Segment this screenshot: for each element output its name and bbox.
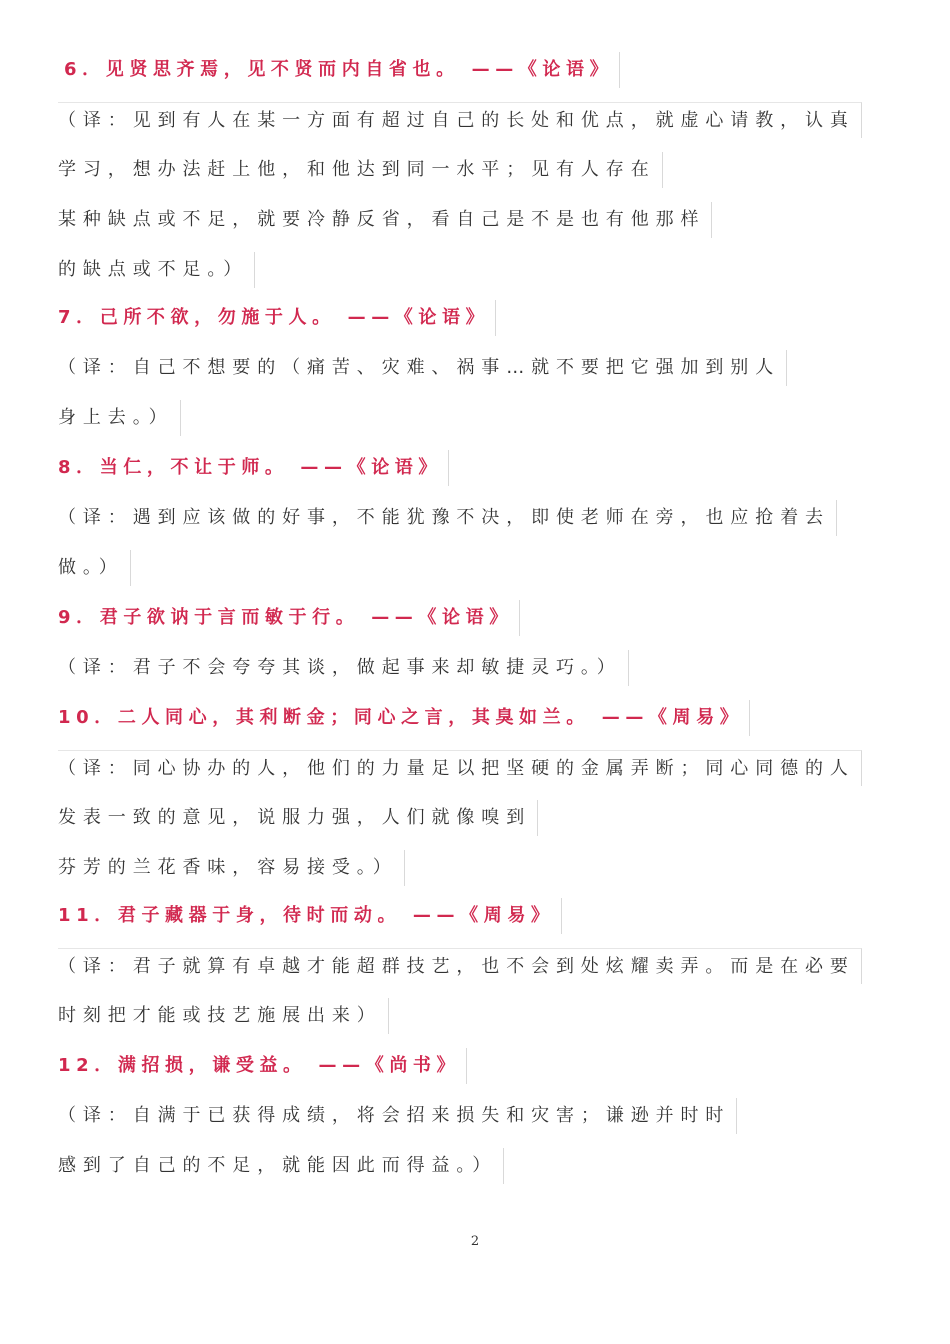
translation-line: 某种缺点或不足，就要冷静反省，看自己是不是也有他那样 — [58, 202, 712, 238]
translation-line: 时刻把才能或技艺施展出来） — [58, 998, 389, 1034]
entry-heading: 11．君子藏器于身，待时而动。 ——《周易》 — [58, 898, 562, 934]
entry-heading: 12．满招损，谦受益。 ——《尚书》 — [58, 1048, 467, 1084]
translation-line: （译：遇到应该做的好事，不能犹豫不决，即使老师在旁，也应抢着去 — [58, 500, 837, 536]
translation-line: 芬芳的兰花香味，容易接受。） — [58, 850, 405, 886]
translation-line: （译：自满于已获得成绩，将会招来损失和灾害；谦逊并时时 — [58, 1098, 737, 1134]
entry-heading: 10．二人同心，其利断金；同心之言，其臭如兰。 ——《周易》 — [58, 700, 750, 736]
entry-heading: 7．己所不欲，勿施于人。 ——《论语》 — [58, 300, 496, 336]
translation-line: 做。） — [58, 550, 131, 586]
translation-line: 的缺点或不足。） — [58, 252, 255, 288]
translation-line: （译：同心协办的人，他们的力量足以把坚硬的金属弄断；同心同德的人 — [58, 750, 862, 786]
translation-line: 学习，想办法赶上他，和他达到同一水平；见有人存在 — [58, 152, 663, 188]
page-number: 2 — [470, 1234, 480, 1249]
entry-heading: 8．当仁，不让于师。 ——《论语》 — [58, 450, 449, 486]
translation-line: （译：君子就算有卓越才能超群技艺，也不会到处炫耀卖弄。而是在必要 — [58, 948, 862, 984]
entry-heading: 9．君子欲讷于言而敏于行。 ——《论语》 — [58, 600, 520, 636]
translation-line: （译：见到有人在某一方面有超过自己的长处和优点，就虚心请教，认真 — [58, 102, 862, 138]
entry-heading: 6．见贤思齐焉，见不贤而内自省也。 ——《论语》 — [64, 52, 620, 88]
translation-line: （译：君子不会夸夸其谈，做起事来却敏捷灵巧。） — [58, 650, 629, 686]
translation-line: 身上去。） — [58, 400, 181, 436]
translation-line: 发表一致的意见，说服力强，人们就像嗅到 — [58, 800, 538, 836]
translation-line: 感到了自己的不足，就能因此而得益。） — [58, 1148, 504, 1184]
translation-line: （译：自己不想要的（痛苦、灾难、祸事…就不要把它强加到别人 — [58, 350, 787, 386]
